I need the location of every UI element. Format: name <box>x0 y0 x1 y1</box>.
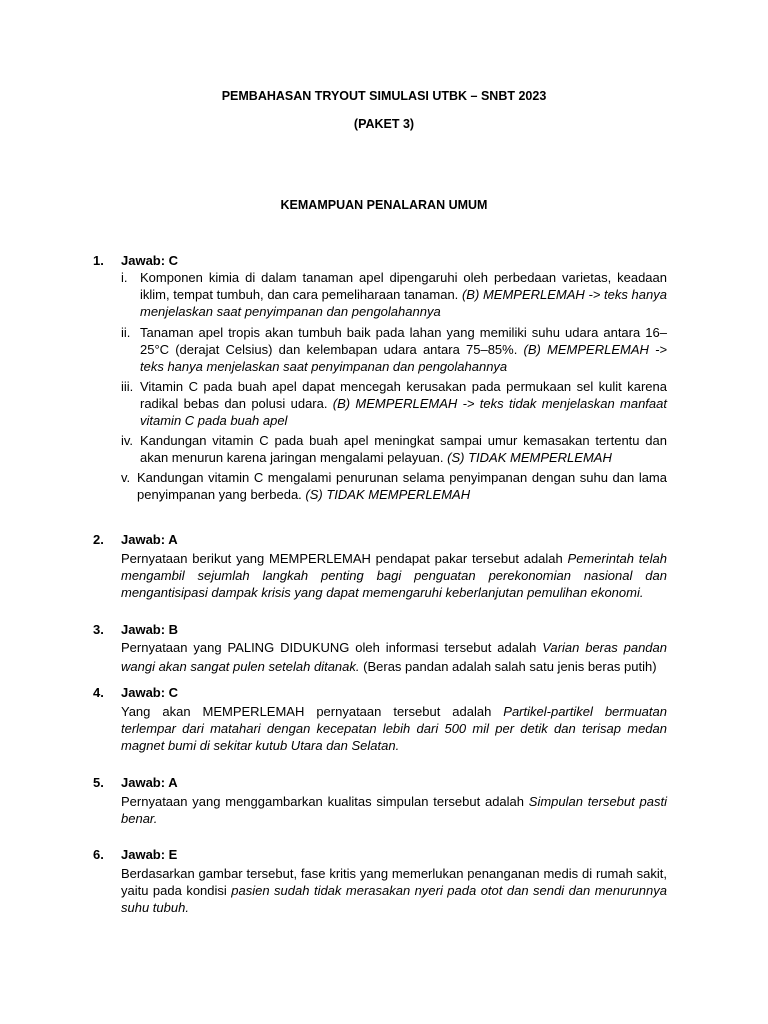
document-title: PEMBAHASAN TRYOUT SIMULASI UTBK – SNBT 2023 <box>221 89 547 103</box>
item-number: 5. <box>93 775 104 790</box>
sub-marker: ii. <box>121 325 131 340</box>
answer-label: Jawab: B <box>121 622 179 637</box>
answer-label: Jawab: A <box>121 775 178 790</box>
sub-marker: iv. <box>121 433 134 448</box>
answer-explanation: Pernyataan yang PALING DIDUKUNG oleh informasi tersebut adalah Varian beras pandan wangi akan sangat pulen setelah ditanak. (Beras pandan adalah salah satu jenis beras putih) <box>121 640 667 674</box>
package-label: (PAKET 3) <box>353 117 415 131</box>
sub-text: Kandungan vitamin C mengalami penurunan selama penyimpanan dengan suhu dan lama penyimpanan yang berbeda. (S) TIDAK MEMPERLEMAH <box>137 470 667 503</box>
item-number: 2. <box>93 532 104 547</box>
answer-explanation: Yang akan MEMPERLEMAH pernyataan tersebut adalah Partikel-partikel bermuatan terlempar dari matahari dengan kecepatan lebih dari 500 mil per detik dan terisap medan magnet bumi di sekitar kutub Utara dan Selatan. <box>121 704 667 754</box>
sub-text: Tanaman apel tropis akan tumbuh baik pada lahan yang memiliki suhu udara antara 16–25°C (derajat Celsius) dan kelembapan udara antara 75–85%. (B) MEMPERLEMAH -> teks hanya menjelaskan saat penyimpanan dan pengolahannya <box>140 325 667 375</box>
section-title: KEMAMPUAN PENALARAN UMUM <box>280 198 488 212</box>
answer-explanation: Pernyataan berikut yang MEMPERLEMAH pendapat pakar tersebut adalah Pemerintah telah mengambil sejumlah langkah penting bagi penguatan perekonomian nasional dan mengantisipasi dampak krisis yang dapat memengaruhi keberlanjutan pemulihan ekonomi. <box>121 551 667 601</box>
answer-label: Jawab: C <box>121 253 179 268</box>
item-number: 1. <box>93 253 104 268</box>
item-number: 6. <box>93 847 104 862</box>
sub-marker: iii. <box>121 379 134 394</box>
answer-label: Jawab: C <box>121 685 179 700</box>
sub-marker: v. <box>121 470 131 485</box>
answer-label: Jawab: E <box>121 847 178 862</box>
sub-text: Vitamin C pada buah apel dapat mencegah kerusakan pada permukaan sel kulit karena radikal bebas dan polusi udara. (B) MEMPERLEMAH -> teks tidak menjelaskan manfaat vitamin C pada buah apel <box>140 379 667 429</box>
sub-text: Kandungan vitamin C pada buah apel meningkat sampai umur kemasakan tertentu dan akan menurun karena jaringan mengalami pelayuan. (S) TIDAK MEMPERLEMAH <box>140 433 667 466</box>
sub-marker: i. <box>121 270 128 285</box>
item-number: 3. <box>93 622 104 637</box>
answer-label: Jawab: A <box>121 532 178 547</box>
answer-explanation: Pernyataan yang menggambarkan kualitas simpulan tersebut adalah Simpulan tersebut pasti benar. <box>121 794 667 827</box>
sub-text: Komponen kimia di dalam tanaman apel dipengaruhi oleh perbedaan varietas, keadaan iklim, tempat tumbuh, dan cara pemeliharaan tanaman. (B) MEMPERLEMAH -> teks hanya menjelaskan saat penyimpanan dan pengolahannya <box>140 270 667 320</box>
answer-explanation: Berdasarkan gambar tersebut, fase kritis yang memerlukan penanganan medis di rumah sakit, yaitu pada kondisi pasien sudah tidak merasakan nyeri pada otot dan sendi dan menurunnya suhu tubuh. <box>121 866 667 916</box>
item-number: 4. <box>93 685 104 700</box>
